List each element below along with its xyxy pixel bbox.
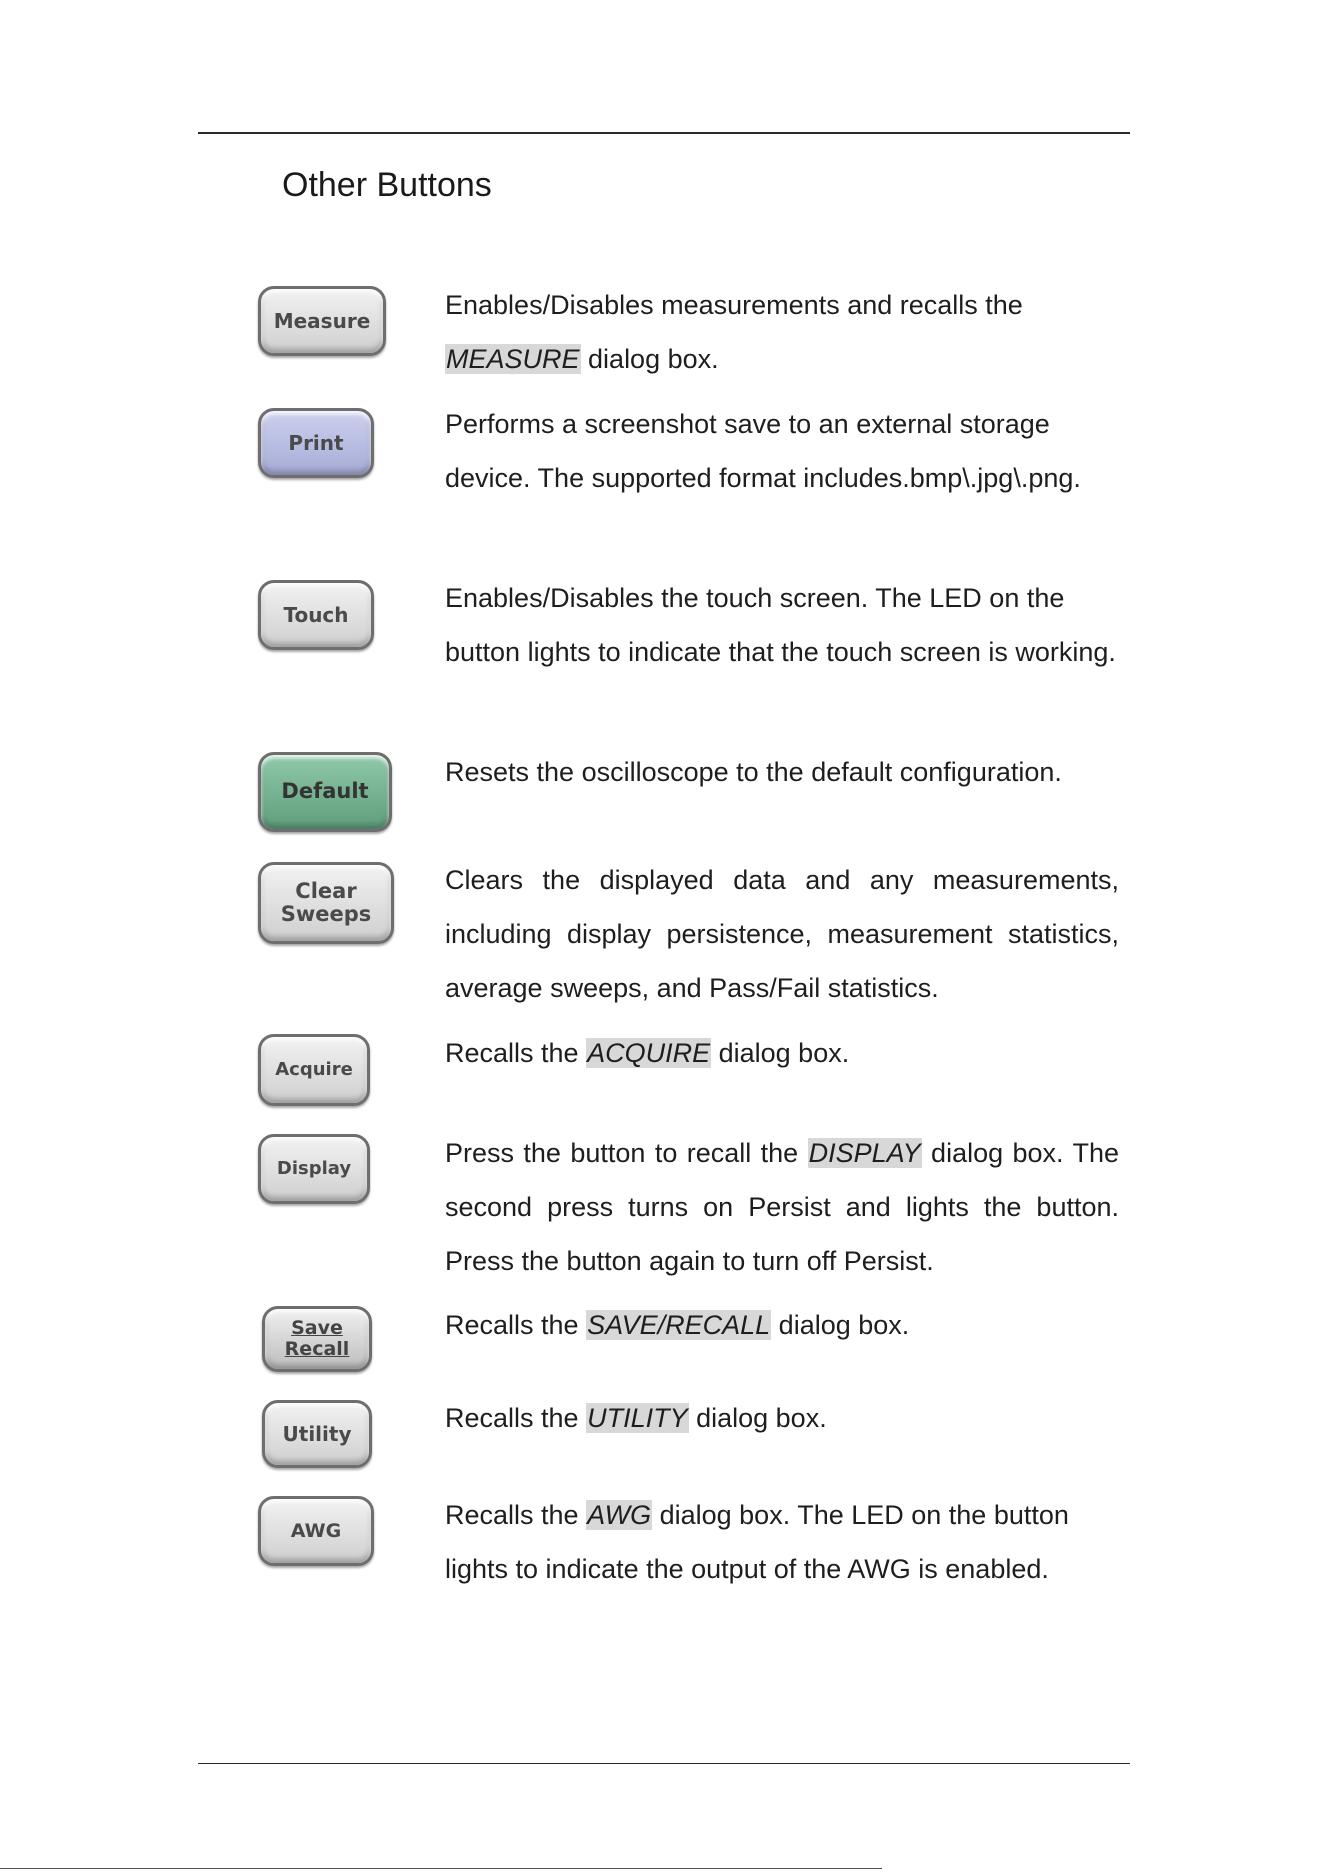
save-recall-key-label-line1: Save [291,1317,343,1340]
utility-key-label: Utility [282,1422,352,1446]
save-recall-button-image [262,1306,372,1372]
footer-rule [198,1763,1130,1764]
acquire-key-label: Acquire [275,1059,353,1081]
default-button-image [258,752,392,832]
touch-description: Enables/Disables the touch screen. The LED on the button lights to indicate that the touch screen is working. [445,583,1116,667]
page-edge-rule [0,1868,882,1869]
awg-key-label: AWG [290,1519,342,1542]
display-dialog-name: DISPLAY [808,1138,921,1168]
measure-button-image [258,286,386,356]
awg-button-image [258,1496,374,1566]
acquire-dialog-name: ACQUIRE [587,1038,711,1068]
clear-sweeps-key-label-line2: Sweeps [280,902,372,926]
display-button-image [258,1134,370,1204]
measure-key-label: Measure [273,309,371,333]
clear-sweeps-key-label-line1: Clear [295,878,357,903]
awg-description: Recalls the AWG dialog box. The LED on the button lights to indicate the output of the AWG is enabled. [445,1500,1069,1584]
clear-sweeps-button-image [258,862,394,944]
acquire-button-image [258,1034,370,1106]
display-description: Press the button to recall the DISPLAY dialog box. The second press turns on Persist and lights the button. Press the button again to turn off Persist. [445,1138,1119,1276]
save-recall-dialog-name: SAVE/RECALL [587,1310,771,1340]
default-key-label: Default [281,779,369,804]
print-button-image [258,408,374,478]
save-recall-key-label-line2: Recall [284,1338,350,1360]
measure-description: Enables/Disables measurements and recalls the MEASURE dialog box. [445,290,1023,374]
save-recall-description: Recalls the SAVE/RECALL dialog box. [445,1310,910,1340]
touch-button-image [258,580,374,650]
awg-dialog-name: AWG [587,1500,652,1530]
print-description: Performs a screenshot save to an external storage device. The supported format includes.bmp\.jpg\.png. [445,409,1081,493]
acquire-description: Recalls the ACQUIRE dialog box. [445,1038,850,1068]
utility-description: Recalls the UTILITY dialog box. [445,1403,827,1433]
utility-button-image [262,1400,372,1468]
header-rule [198,132,1130,134]
measure-dialog-name: MEASURE [446,344,580,374]
print-key-label: Print [288,431,344,455]
utility-dialog-name: UTILITY [587,1403,688,1433]
default-description: Resets the oscilloscope to the default configuration. [445,757,1062,787]
section-title: Other Buttons [282,166,492,204]
clear-sweeps-description: Clears the displayed data and any measurements, including display persistence, measurement statistics, average sweeps, and Pass/Fail statistics. [445,865,1119,1003]
touch-key-label: Touch [283,603,349,627]
display-key-label: Display [276,1158,352,1180]
